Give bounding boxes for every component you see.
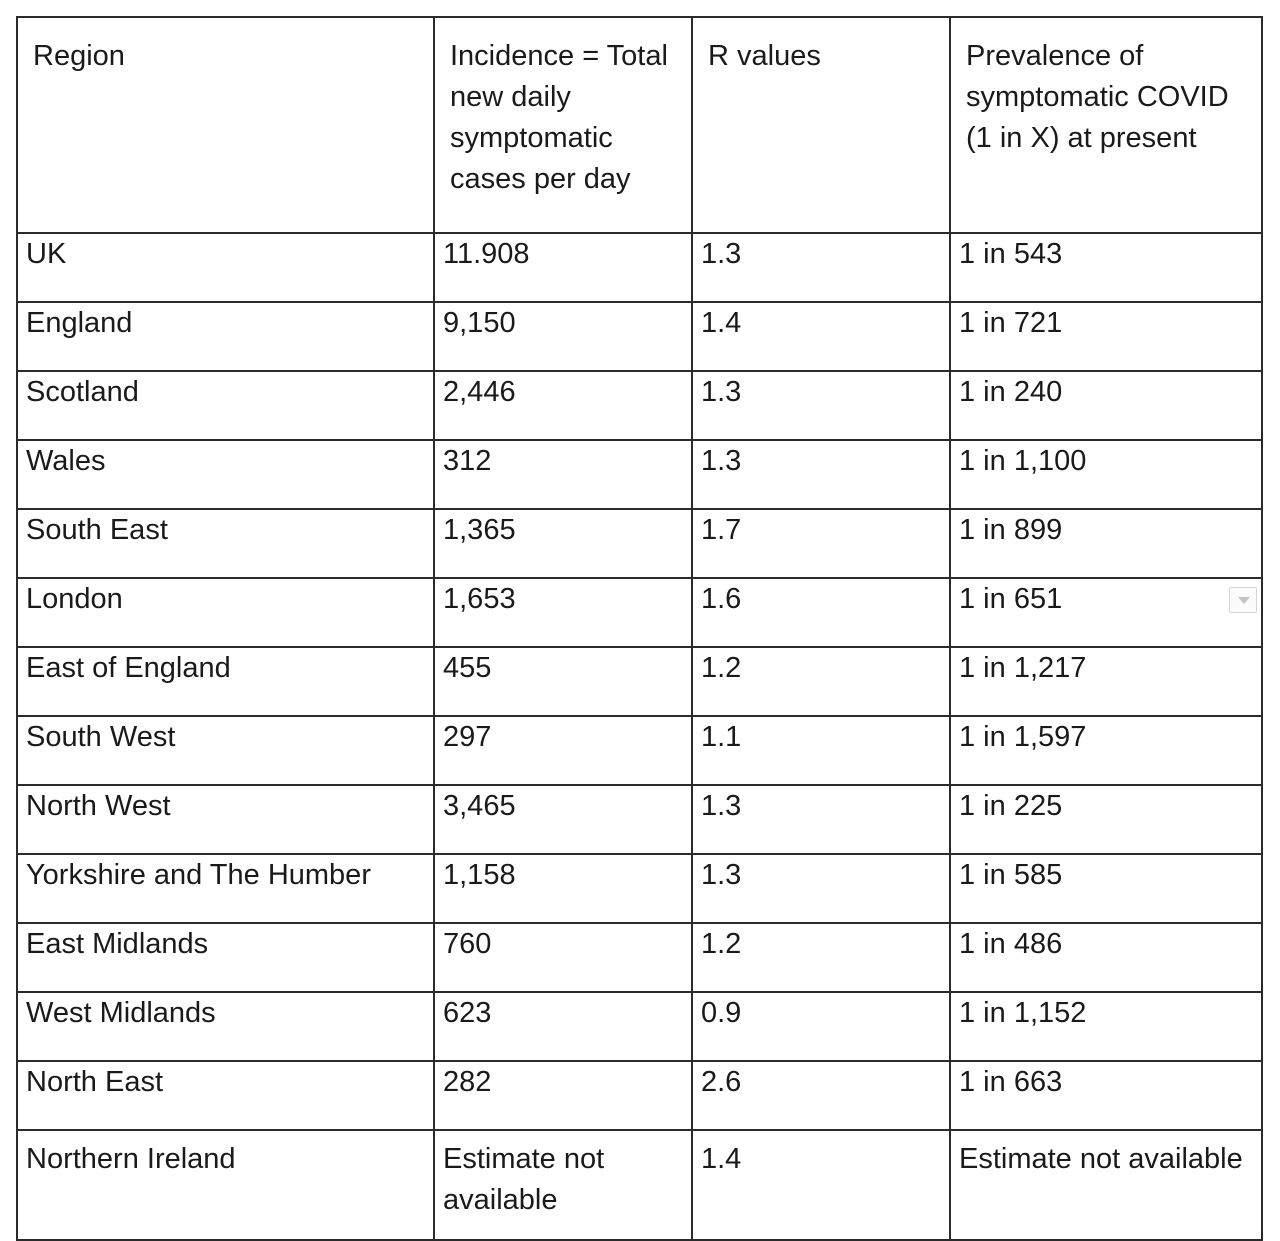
cell-incidence[interactable]: 623 [434,992,692,1061]
cell-region[interactable]: Northern Ireland [17,1130,434,1240]
cell-r-value[interactable]: 1.1 [692,716,950,785]
cell-incidence[interactable]: 3,465 [434,785,692,854]
cell-region[interactable]: South West [17,716,434,785]
header-incidence[interactable]: Incidence = Total new daily symptomatic cases per day [434,17,692,233]
cell-region[interactable]: Yorkshire and The Humber [17,854,434,923]
cell-r-value[interactable]: 1.3 [692,785,950,854]
table-row [17,1130,1262,1240]
cell-prevalence[interactable]: 1 in 1,597 [950,716,1262,785]
cell-prevalence[interactable]: 1 in 543 [950,233,1262,302]
cell-prevalence[interactable]: 1 in 585 [950,854,1262,923]
cell-region[interactable]: East of England [17,647,434,716]
table-body [17,233,1262,1240]
cell-region[interactable]: North East [17,1061,434,1130]
table-row [17,854,1262,923]
cell-value: 1 in 651 [959,583,1063,615]
header-region[interactable]: Region [17,17,434,233]
header-r-values[interactable]: R values [692,17,950,233]
cell-prevalence[interactable]: 1 in 1,152 [950,992,1262,1061]
cell-incidence[interactable]: 282 [434,1061,692,1130]
cell-incidence[interactable]: 1,158 [434,854,692,923]
cell-region[interactable]: London [17,578,434,647]
cell-r-value[interactable]: 1.4 [692,302,950,371]
cell-prevalence[interactable]: 1 in 1,100 [950,440,1262,509]
cell-r-value[interactable]: 2.6 [692,1061,950,1130]
cell-r-value[interactable]: 1.2 [692,923,950,992]
cell-incidence[interactable]: 312 [434,440,692,509]
cell-prevalence[interactable]: 1 in 899 [950,509,1262,578]
cell-incidence[interactable]: 760 [434,923,692,992]
table-row [17,440,1262,509]
header-row [17,17,1262,233]
chevron-down-icon[interactable] [1229,587,1257,613]
cell-prevalence[interactable] [950,578,1262,647]
cell-region[interactable]: Scotland [17,371,434,440]
table-row [17,992,1262,1061]
cell-prevalence[interactable]: Estimate not available [950,1130,1262,1240]
table-row [17,923,1262,992]
cell-r-value[interactable]: 1.3 [692,854,950,923]
cell-r-value[interactable]: 0.9 [692,992,950,1061]
cell-r-value[interactable]: 1.3 [692,233,950,302]
cell-prevalence[interactable]: 1 in 225 [950,785,1262,854]
cell-incidence[interactable]: 1,365 [434,509,692,578]
cell-r-value[interactable]: 1.2 [692,647,950,716]
cell-region[interactable]: UK [17,233,434,302]
cell-incidence[interactable]: 2,446 [434,371,692,440]
cell-incidence[interactable]: Estimate not available [434,1130,692,1240]
cell-r-value[interactable]: 1.6 [692,578,950,647]
cell-r-value[interactable]: 1.3 [692,371,950,440]
cell-incidence[interactable]: 11.908 [434,233,692,302]
table-row [17,785,1262,854]
cell-prevalence[interactable]: 1 in 1,217 [950,647,1262,716]
table-row [17,578,1262,647]
cell-r-value[interactable]: 1.7 [692,509,950,578]
cell-prevalence[interactable]: 1 in 486 [950,923,1262,992]
table-row [17,1061,1262,1130]
table-row [17,233,1262,302]
cell-incidence[interactable]: 455 [434,647,692,716]
table-row [17,509,1262,578]
cell-prevalence[interactable]: 1 in 663 [950,1061,1262,1130]
cell-incidence[interactable]: 297 [434,716,692,785]
cell-incidence[interactable]: 9,150 [434,302,692,371]
cell-region[interactable]: England [17,302,434,371]
table-row [17,302,1262,371]
cell-region[interactable]: East Midlands [17,923,434,992]
cell-r-value[interactable]: 1.3 [692,440,950,509]
table-row [17,716,1262,785]
cell-prevalence[interactable]: 1 in 240 [950,371,1262,440]
covid-region-table [16,16,1263,1241]
table-row [17,371,1262,440]
table-row [17,647,1262,716]
cell-incidence[interactable]: 1,653 [434,578,692,647]
cell-region[interactable]: West Midlands [17,992,434,1061]
covid-region-table-container [16,16,1261,1216]
header-prevalence[interactable]: Prevalence of symptomatic COVID (1 in X) at present [950,17,1262,233]
cell-region[interactable]: North West [17,785,434,854]
cell-region[interactable]: South East [17,509,434,578]
cell-r-value[interactable]: 1.4 [692,1130,950,1240]
cell-region[interactable]: Wales [17,440,434,509]
cell-prevalence[interactable]: 1 in 721 [950,302,1262,371]
